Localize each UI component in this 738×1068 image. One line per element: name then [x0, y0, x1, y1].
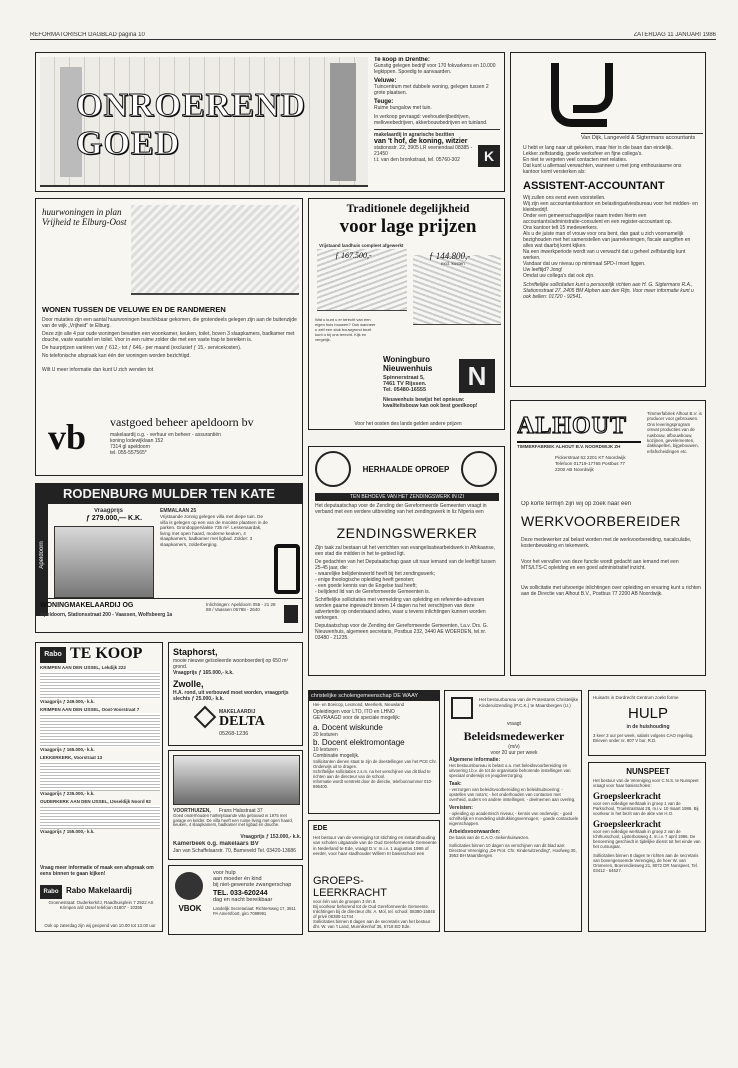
ede-p4: Inlichtingen bij de directeur dhr. A. Mol, tel. school: 08380-15845 of privé 08380-11744	[313, 909, 436, 919]
vandijk-p6: Na een inwerkperiode wordt van u verwacht dat u geheel zelfstandig kunt werken.	[523, 249, 686, 261]
tekoop-price-2: Vraagprijs ƒ 165.000,- k.k.	[40, 747, 95, 752]
zending-seal-right-icon	[461, 451, 497, 487]
woningburo-addr-2: 7461 TV Rijssen.	[383, 381, 427, 387]
hulp-desc: 3 keer 3 uur per week, salaris volgens CAO regeling. Brieven onder nr. 907 V bur. R.D.	[593, 733, 694, 744]
ede-title: GROEPS-LEERKRACHT	[313, 875, 387, 899]
beleid-ad	[444, 690, 582, 932]
vandijk-p8: Uw leeftijd? Jong!	[523, 267, 563, 273]
veluwe-heading: Veluwe:	[374, 78, 397, 84]
christelijk-combi: Combinatie mogelijk.	[313, 753, 360, 759]
tekoop-head-1: KRIMPEN AAN DEN IJSSEL, Lekdijk 222	[40, 665, 126, 670]
tekoop-head-4: OUDERKERK AAN DEN IJSSEL, IJsseldijk Noord 92	[40, 799, 151, 804]
christelijk-intro: Opleidingen voor LTO, ITO en LHNO	[313, 709, 395, 715]
mulder-side-label: Apeldoorn	[39, 541, 45, 569]
nunspeet-a-text: voor een volledige werktaak in groep 1 van de Parkschool, Troelstrastraat 28, m.i.v. 10 maart 1986. Bij voorkeur in het bezit van de akte van H.O.	[593, 801, 699, 816]
tekoop-text-4	[40, 805, 160, 829]
apeldoorn-p2: Deze zijn alle 4 par oude woningen bevatten een woonkamer, keuken, toilet, boven 3 slaapkamers, badkamer met douche, vaste wastafel en toilet. Voor in een ruime zolder die met een vaste trap te bereiken is.	[42, 331, 295, 343]
woningburo-name-1: Woningburo	[383, 355, 430, 364]
beleid-org: Het bestuurbureau van de Protestants Christelijke Kinderuitzending (P.C.K.) te Maarsbergen (U.)	[479, 697, 579, 708]
zending-label: HERHAALDE OPROEP	[362, 465, 450, 474]
extra-text: In verkoop gevraagd: veehouderijbedrijven, melkveebedrijven, akkerbouwbedrijven en tuinland.	[374, 114, 488, 126]
voorthuizen-street: Frans Halsstraat 37	[219, 808, 263, 814]
christelijk-gevr: GEVRAAGD voor de speciale mogelijk:	[313, 715, 401, 721]
vandijk-title: ASSISTENT-ACCOUNTANT	[523, 180, 665, 192]
delta-tel: 05268-1236	[219, 731, 249, 737]
mulder-street: EMMALAAN 25	[160, 508, 197, 514]
tekoop-title: TE KOOP	[70, 645, 143, 662]
christelijk-body	[313, 709, 437, 789]
tekoop-maker-addr: Groenestraat: Ouderkerk/IJ, Raadhuisplein 7 2922 AS Krimpen a/d IJssel telefoon 01807 - 10355	[48, 900, 154, 911]
mulder-desc: Vrijstaande zonnig gelegen villa met diepe tuin. De villa is gelegen op een van de mooiste plaatsen in de parken. Grondoppervlakte 735 m². Lessenaardak, living met open haard, moderne keuken, 4 slaapkamers, badkamer met ligbad. Zolder: 3 slaapkamers, zolderberging.	[160, 514, 268, 547]
apeldoorn-headline: WONEN TUSSEN DE VELUWE EN DE RANDMEREN	[42, 305, 226, 314]
vbok-logo-icon	[175, 872, 203, 900]
vandijk-p1: Wij zullen ons eerst even voorstellen.	[523, 195, 606, 201]
voorthuizen-title: VOORTHUIZEN,	[173, 808, 211, 814]
alhout-body	[521, 537, 701, 597]
ede-ad	[308, 820, 440, 932]
apeldoorn-p4: No telefonische afspraak kan één der woningen worden bezichtigd.	[42, 353, 191, 359]
mulder-footer-tel: Inlichtingen: Apeldoorn 055 - 21 28 88 / Vaassen 05788 - 2640	[206, 602, 276, 612]
christelijk-b: b. Docent elektromontage	[313, 738, 405, 747]
apeldoorn-p1: Door mutaties zijn een aantal huurwoningen beschikbaar gekomen, die grotendeels gelegen zijn aan de buitenzijde van de wijk „Vrijheid" te Elburg.	[42, 317, 297, 329]
alhout-intro: Op korte termijn zijn wij op zoek naar een	[521, 501, 632, 507]
mulder-footer	[36, 598, 302, 632]
alhout-side: Timmerfabriek Alhout B.V. is producer voor gebrouwen. Ons leveringsprogram omvat producties van de ruwbouw, afbouwbouw, kozijnen, gevelementen, dakkapellen, bijgebouwen, erfafscheidingen etc.	[647, 411, 702, 454]
apeldoorn-script: huurwoningen in plan Vrijheid te Elburg-Oost	[42, 207, 127, 227]
vbok-tel: TEL. 033-620244	[213, 890, 268, 897]
tekoop-cta: Vraag meer informatie of maak een afspraak om eens binnen te gaan kijken!	[40, 865, 154, 877]
tekoop-price-4: Vraagprijs ƒ 155.000,- k.k.	[40, 829, 95, 834]
zending-p3: De gedachten van het Deputaatschap gaan uit naar iemand van de leeftijd tussen 25-45 jaar, die:	[315, 559, 496, 571]
hulp-intro: Huisarts in Dordrecht Centrum zoekt forme	[593, 695, 679, 700]
masthead	[30, 30, 716, 40]
makelaar-name: van 't hof, de koning, witzier	[374, 138, 468, 145]
makelaar-address-2: t.t. van den bronkstraat, tel. 05760-302	[374, 157, 460, 163]
tekoop-ad	[35, 642, 163, 932]
tekoop-price-3: Vraagprijs ƒ 235.000,- k.k.	[40, 791, 95, 796]
tekoop-head-2: KRIMPEN AAN DEN IJSSEL, Oost-Voorstraat 7	[40, 707, 140, 712]
veluwe-text: Tuincentrum met dubbele woning, gelegen tussen 2 grote plaatsen.	[374, 84, 489, 96]
christelijk-ad	[308, 690, 440, 814]
zending-b3: - een goede kennis van de Engelse taal heeft;	[315, 583, 417, 589]
voorthuizen-addr: Jan van Schaffelaarstr. 70, Barneveld Tel. 03420-13686	[173, 848, 296, 854]
vandijk-sollicitatie: Schriftelijke sollicitaties kunt u persoonlijk richten aan H. G. Sigtermans R.A., Stationsstraat 27, 2405 BM Alphen aan den Rijn. Voor meer informatie kunt u ook bellen: 01720 - 92541.	[523, 282, 694, 300]
onroerend-title: ONROEREND GOED	[76, 87, 307, 162]
woningburo-title-2: voor lage prijzen	[339, 216, 477, 237]
woningburo-desc: Wat u kunt u er terecht van een eigen huis bouwen? Ook wanneer u zelf een stuk bouwgrond bezit kunt u bij ons terecht. Kijk en vergelijk.	[315, 317, 376, 342]
staphorst-heading: Staphorst,	[173, 647, 218, 657]
woningburo-addr-3: Tel. 05480-16555	[383, 387, 427, 393]
tekoop-text-3	[40, 761, 160, 791]
alhout-ad	[510, 400, 706, 676]
vandijk-firm: Van Dijk, Langeveld & Sigtermans accountants	[581, 133, 703, 141]
vbok-l3: bij niet-gewenste zwangerschap	[213, 882, 292, 888]
voorthuizen-ad	[168, 750, 303, 860]
delta-logo-sub: MAKELAARDIJ	[219, 709, 256, 715]
alhout-p1: Deze medewerker zal belast worden met de werkvoorbereiding, nacalculatie, kostenbewaking en tekenwerk.	[521, 537, 692, 549]
ede-p5: Sollicitaties binnen 8 dagen aan de secretaris van het bestuur dhr. W. van 't Land, Munnikenhof 36, 6718 ED Ede.	[313, 919, 431, 929]
apeldoorn-p3: De huurprijzen variëren van ƒ 612,- tot ƒ 646,- per maand (exclusief ƒ 15,- servicekosten).	[42, 345, 242, 351]
vb-logo: vb	[48, 417, 87, 457]
n-logo-icon: N	[459, 359, 495, 393]
hulp-title: HULP	[627, 705, 668, 722]
zending-title: ZENDINGSWERKER	[336, 525, 478, 541]
nunspeet-intro: Het bestuur van de Vereniging voor C.N.S. te Nunspeet vraagt voor haar basisscholen:	[593, 778, 699, 788]
mulder-title: RODENBURG MULDER TEN KATE	[36, 484, 302, 504]
zwolle-heading: Zwolle,	[173, 679, 204, 689]
mulder-label: Vraagprijs	[94, 508, 124, 514]
vbok-addr: Landelijk Secretariaat: Richtersweg 17, 3811 PA Amersfoort, giro 7099991	[213, 906, 296, 916]
nunspeet-footer: Sollicitaties binnen 8 dagen te richten aan de secretaris van bovengenoemde Vereniging, de heer W. van Ommeren, Boerendiesweg 21, 8072 DR Nunspeet, Tel. 03412 - 54627.	[593, 853, 699, 873]
zending-b4: - belijdend lid van de Gereformeerde Gemeenten is.	[315, 589, 431, 595]
christelijk-p1: Sollicitanten dienen staat te zijn de doestellingen van het PCE Chr. Onderwijs uit te dragen.	[313, 759, 437, 769]
staphorst-ad	[168, 642, 303, 746]
apeldoorn-addr-1: makelaardij o.g. - verhuur en beheer - assurantiën	[110, 432, 221, 438]
hulp-sub: in de huishouding	[626, 724, 670, 730]
vbok-l4: dag en nacht bereikbaar	[213, 897, 273, 903]
beleid-ai: Het bestuursbureau is belast o.a. met beleidsvoorbereiding en uitvoering t.b.v. de tot de organisatie behorende instellingen van speciaal onderwijs en jeugdverzorging.	[449, 763, 571, 778]
nunspeet-title: NUNSPEET	[626, 767, 670, 776]
christelijk-sub: Hei- en Boeicop, Lexmond, Meerkerk, Nieuwland	[313, 702, 405, 707]
teuge-heading: Teuge:	[374, 99, 394, 105]
staphorst-price: Vraagprijs ƒ 165.000,- k.k.	[173, 670, 234, 676]
beleid-title: Beleidsmedewerker	[463, 729, 565, 743]
mulder-footer-addr: Apeldoorn, Stationsstraat 200 - Vaassen, Wolfsbeerg 1a	[40, 612, 173, 618]
beleid-ver-heading: Vereisten:	[449, 805, 473, 811]
vandijk-p2: Wij zijn een accountantskantoor en belastingadviesbureau voor het midden- en kleinbedrijf.	[523, 201, 698, 213]
woningburo-title-1: Traditionele degelijkheid	[346, 203, 470, 215]
ede-name: EDE	[313, 825, 328, 832]
zending-seal-left-icon	[315, 451, 351, 487]
tekoop-price-1: Vraagprijs ƒ 249.000,- k.k.	[40, 699, 95, 704]
makelaar-heading: makelaardij in agrarische bezitten	[374, 129, 500, 138]
vandijk-intro-3: En niet te vergeten veel contacten met relaties.	[523, 157, 628, 163]
houses-illustration	[131, 205, 299, 295]
christelijk-head: christelijke scholengemeenschap DE WAAY	[309, 691, 439, 701]
mulder-logo-icon	[274, 544, 300, 594]
staphorst-text: mooie nieuwe geïsoleerde woonboerderij op 650 m² grond.	[173, 658, 289, 670]
zending-p2: Zijn taak zal bestaan uit het verrichten van evangelisatiearbeidwerk in Afrikaanse, een stad die midden in het te-gebied ligt.	[315, 545, 496, 557]
vandijk-body	[523, 145, 699, 300]
zending-addr: Deputaatschap voor de Zending der Gereformeerde Gemeenten, t.a.v. Drs. G. Nieuwenhuis, algemeen secretaris, Postbus 232, 3440 AE WOERDEN, tel.nr. 03480 - 21235.	[315, 623, 489, 641]
masthead-right: ZATERDAG 11 JANUARI 1986	[633, 32, 716, 38]
zending-b1: - waarelijke belijdeniswerld heeft bij het zendingswerk;	[315, 571, 436, 577]
apeldoorn-address	[110, 432, 300, 456]
vbok-ad	[168, 865, 303, 935]
ede-body	[313, 899, 437, 929]
voorthuizen-price: Vraagprijs ƒ 153.000,- k.k.	[240, 834, 301, 840]
onroerend-text	[374, 57, 500, 189]
makelaar-address-1: stationsstr. 22, 3905 LR veenendaal 08385 - 21450	[374, 145, 473, 157]
tekoop-text-1	[40, 671, 160, 699]
zwolle-text: H.A. rond, uit verbouwd moet worden, vraagprijs slechts ƒ 25.000,- k.k.	[173, 690, 289, 702]
vandijk-p4: Ons kantoor telt 15 medewerkers.	[523, 225, 599, 231]
vandijk-p5: Als u de juiste man of vrouw voor ons bent, dan gaat u zich voornamelijk bezighouden met het samenstellen van jaarrekeningen, fiscale aangiften en alles wat daarbij komt kijken.	[523, 231, 691, 249]
vandijk-intro-2: Lekker zelfstandig, goede werksfeer en fijne collega's.	[523, 151, 643, 157]
ede-p1: Het bestuur van de vereniging tot stichting en instandhouding van scholen uitgaande van de Oud Gereformeerde Gemeente in Nederland te Ede, vraagt D.V. m.i.v. 1 augustus 1986 of eerder, voor haar stadhouder Willem III basisschool een	[313, 835, 437, 857]
nunspeet-body	[593, 791, 703, 873]
nunspeet-ad	[588, 762, 706, 932]
apeldoorn-addr-2: koning lodewijklaan 152	[110, 438, 164, 444]
tekoop-text: Gunstig gelegen bedrijf voor 170 fokvarkens en 10.000 legkippen. Spoedig te aanvaarden.	[374, 63, 496, 75]
christelijk-p2: Schriftelijke sollicitaties z.s.m. na het verschijnen van dit blad te richten aan de directeur van de school.	[313, 769, 431, 779]
beleid-arb-heading: Arbeidsvoorwaarden:	[449, 829, 501, 835]
woningburo-address	[383, 375, 453, 393]
zending-sub: TEN BEHOEVE VAN HET ZENDINGSWERK IN IZI	[315, 493, 499, 501]
vbok-l2: aan moeder én kind	[213, 876, 262, 882]
apeldoorn-addr-3: 7314 gl apeldoorn	[110, 444, 151, 450]
hk-logo-icon: K	[478, 145, 500, 167]
christelijk-a: a. Docent wiskunde	[313, 723, 383, 732]
zending-b2: - enige theologische opleiding heeft genoten;	[315, 577, 415, 583]
beleid-taak-heading: Taak:	[449, 781, 462, 787]
vandijk-intro-1: U hebt er lang naar uit gekeken, maar hier is die baan dan eindelijk.	[523, 145, 673, 151]
mulder-price: ƒ 279.000,— K.K.	[86, 515, 143, 522]
beleid-ai-heading: Algemene informatie:	[449, 757, 501, 763]
alhout-addr: Pickerstraat 62 2201 KT Noordwijk Telefoon 01719-17765 Postbus 77 2200 AB Noordwijk	[555, 455, 626, 472]
ede-p2: voor één van de groepen 3 t/m 8.	[313, 899, 377, 904]
christelijk-a-sub: 20 lesturen	[313, 732, 338, 738]
woningburo-name-2: Nieuwenhuis	[383, 364, 433, 373]
tekoop-listings	[40, 665, 160, 861]
voorthuizen-photo	[173, 755, 300, 805]
christelijk-b-sub: 10 lesturen	[313, 747, 338, 753]
beleid-mv: (m/v)	[508, 744, 520, 750]
christelijk-p3: Informatie wordt verstrekt door de directie, telefoonnummer 010-895400.	[313, 779, 433, 789]
apeldoorn-body	[42, 317, 298, 373]
beleid-hours: voor 20 uur per week	[490, 750, 538, 756]
tekoop-maker-note: Ook op zaterdag zijn wij geopend van 10.00 tot 13.00 uur	[44, 923, 156, 928]
vandijk-intro-4: Dat kunt u allemaal verwachten, wanneer u met jong enthousiasme ons kantoor komt versterken als:	[523, 163, 682, 175]
price1: ƒ 167.500,-	[335, 251, 372, 260]
nunspeet-b: Groepsleerkracht	[593, 819, 661, 829]
vdl-logo-icon-2	[573, 63, 613, 113]
mulder-badge-icon	[284, 605, 298, 623]
vbok-text	[213, 870, 301, 916]
nunspeet-b-text: voor een volledige werktaak in groep 2 van de Ichthusschool, Lijsterbosweg 4, m.i.v. 7 april 1986. De benoeming geschiedt in tijdelijke dienst tot het einde van het cursusjaar.	[593, 829, 701, 849]
nunspeet-a: Groepsleerkracht	[593, 791, 661, 801]
apeldoorn-name: vastgoed beheer apeldoorn bv	[110, 415, 254, 429]
beleid-body	[449, 757, 579, 858]
beleid-arb: De basis van de C.A.O.-ziekenhuiswezen.	[449, 835, 530, 840]
alhout-p3: Uw sollicitatie met uitvoerige inlichtingen over opleiding en ervaring kunt u richten aan de Directie van Alhout B.V., Postbus 77 2200 AB Noordwijk.	[521, 585, 701, 597]
beleid-sol: Sollicitaties binnen 10 dagen na verschijnen van dit blad aan: Directeur Vereniging „De Prot. Chr. Kinderuitzending", Hoofweg 30, 3953 BH Maarsbergen.	[449, 843, 577, 858]
vandijk-p3: Onder een gemeenschappelijke naam treden hierin een accountants/administratie-consulent en een register-accountant op.	[523, 213, 672, 225]
zending-p4: Schriftelijke sollicitaties met vermelding van opleiding en referentie-adressen worden gaarne ingewacht binnen 14 dagen na het verschijnen van deze advertentie op onderstaand adres, waar u tevens inlichtingen kunnen worden verkregen.	[315, 597, 486, 621]
alhout-logo-sub: TIMMERFABRIEK ALHOUT B.V. NOORDWIJK ZH	[517, 441, 641, 450]
zending-p1: Het deputaatschap voor de Zending der Gereformeerde Gemeenten vraagt in verband met een verdere uitbreiding van het zendingswerk in Iiz Nigeria een	[315, 503, 487, 515]
mulder-ad	[35, 483, 303, 633]
alhout-title: WERKVOORBEREIDER	[521, 513, 681, 529]
woningburo-footer: Voor het oosten des lands gelden andere prijzen	[354, 421, 462, 427]
tekoop-text-2	[40, 713, 160, 747]
voorthuizen-desc: Goed onderhouden halfvrijstaande villa gebouwd in 1975 met garage en kelder. De villa heeft een ruime living met open haard, keuken, 4 slaapkamers, badkamer met ligbad en douche.	[173, 814, 293, 828]
zending-body	[315, 545, 499, 641]
woningburo-ad	[308, 198, 505, 430]
apeldoorn-ad	[35, 198, 303, 476]
teuge-text: Ruime bungalow met tuin.	[374, 105, 432, 111]
pck-logo-icon	[451, 697, 473, 719]
vbok-l1: voor hulp	[213, 870, 236, 876]
woningburo-addr-1: Spinnerstraat 5,	[383, 375, 425, 381]
hulp-ad	[588, 690, 706, 756]
zending-ad	[308, 446, 505, 676]
villa-photo	[54, 526, 154, 598]
masthead-left: REFORMATORISCH DAGBLAD pagina 10	[30, 32, 145, 38]
tekoop-head-3: LEKKERKERK, Voorstraat 13	[40, 755, 103, 760]
onroerend-goed-ad	[35, 52, 505, 192]
ede-p3: Bij voorkeur behorend tot de Oud Gereformeerde Gemeente.	[313, 904, 430, 909]
vandijk-p7: Vandaar dat uw niveau op minimaal SPD-I moet liggen.	[523, 261, 646, 267]
alhout-logo: ALHOUT	[517, 413, 628, 439]
apeldoorn-addr-4: tel. 055-557565*	[110, 450, 147, 456]
tekoop-maker: Rabo Makelaardij	[66, 886, 132, 895]
van-dijk-ad	[510, 52, 706, 387]
alhout-p2: Voor het vervullen van deze functie wordt gedacht aan iemand met een MTS/LTS-C opleiding en een goed administratief inzicht.	[521, 559, 679, 571]
voorthuizen-maker: Kamerbeek o.g. makelaars BV	[173, 841, 259, 847]
beleid-ver: - opleiding op academisch niveau; - kennis van onderwijs; - goed schriftelijk en mondeling uitdrukkingsvermogen; - goede contactuele eigenschappen.	[449, 811, 579, 826]
price2: ƒ 144.800,-	[429, 251, 471, 261]
mulder-footer-name: WONINGMAKELAARDIJ OG	[40, 602, 134, 609]
tekoop-heading: Te koop in Drenthe:	[374, 57, 430, 63]
rabo-logo: Rabo	[40, 647, 66, 663]
apeldoorn-contact: Wilt U meer informatie dan kunt U zich wenden tot	[42, 367, 154, 373]
beleid-vraagt: vraagt	[507, 721, 521, 727]
vbok-logo: VBOK	[178, 904, 202, 913]
price2-label: excl. kosten	[441, 261, 465, 266]
delta-logo: DELTA	[219, 714, 265, 729]
woningburo-slogan: Nieuwenhuis bewijst het opnieuw: kwaliteitsbouw kan ook best goedkoop!	[383, 397, 478, 409]
vandijk-p9: Omdat uw collega's dat ook zijn.	[523, 273, 595, 279]
rabo-logo-2: Rabo	[40, 885, 62, 899]
price1-label: Vrijstaand landhuis compleet afgewerkt	[319, 243, 404, 248]
delta-logo-icon	[194, 706, 217, 729]
beleid-taak: - verzorgen van beleidsvoorbereiding en beleidsuitvoering; - opstellen van nota's; - het onderhouden van contacten met overheid, ouders en andere instellingen; - deelnemen aan overleg.	[449, 787, 576, 802]
